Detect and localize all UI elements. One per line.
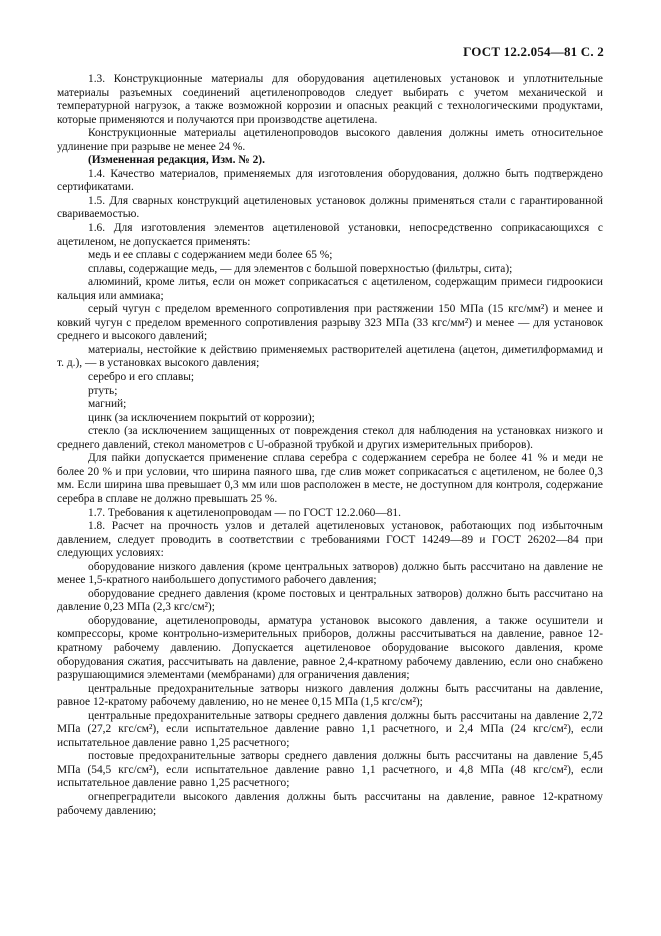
list-item: магний;: [88, 398, 127, 411]
list-item: оборудование низкого давления (кроме центральных затворов) должно быть рассчитано на давление не менее 1,5-кратного наибольшего допустимого рабочего давления;: [57, 560, 603, 587]
list-item: оборудование, ацетиленопроводы, арматура установок высокого давления, а также осушители и компрессоры, кроме контрольно-измерительных приборов, должны рассчитываться на давление, равное 12-кратному рабочему давлению. Допускается ацетиленовое оборудование высокого давления, кроме оборудования сжатия, рассчитывать на давление, равное 2,4-кратному рабочему давлению, если оно снабжено разрушающимися элементами (мембранами) для ограничения давления;: [57, 614, 603, 682]
list-item: сплавы, содержащие медь, — для элементов с большой поверхностью (фильтры, сита);: [88, 262, 513, 275]
list-item: центральные предохранительные затворы среднего давления должны быть рассчитаны на давление 2,72 МПа (27,2 кгс/см²), если испытательное давление равно 1,1 расчетного, и 2,4 МПа (24 кгс/см²), если испытательное давление равно 1,25 расчетного;: [57, 709, 603, 749]
paragraph: 1.7. Требования к ацетиленопроводам — по ГОСТ 12.2.060—81.: [88, 506, 401, 519]
paragraph: 1.3. Конструкционные материалы для оборудования ацетиленовых установок и уплотнительные материалы разъемных соединений ацетиленопроводов следует выбирать с учетом механической и температурной нагрузок, а также возможной коррозии и опасных реакций с технологическими продуктами, которые применяются и получаются при производстве ацетилена.: [57, 73, 603, 126]
list-item: цинк (за исключением покрытий от коррозии);: [88, 411, 315, 424]
list-item: оборудование среднего давления (кроме постовых и центральных затворов) должно быть рассчитано на давление 0,23 МПа (2,3 кгс/см²);: [57, 587, 603, 614]
list-item: материалы, нестойкие к действию применяемых растворителей ацетилена (ацетон, диметилформамид и т. д.), — в установках высокого давления;: [57, 343, 603, 370]
document-body: [57, 73, 603, 818]
list-item: серый чугун с пределом временного сопротивления при растяжении 150 МПа (15 кгс/мм²) и менее и ковкий чугун с пределом временного сопротивления разрыву 323 МПа (33 кгс/мм²) и менее — для установок среднего и высокого давлений;: [57, 303, 603, 343]
list-item: ртуть;: [88, 384, 118, 397]
list-item: центральные предохранительные затворы низкого давления должны быть рассчитаны на давление, равное 12-кратому рабочему давлению, но не менее 0,15 МПа (1,5 кгс/см²);: [57, 682, 603, 709]
list-item: стекло (за исключением защищенных от повреждения стекол для наблюдения на установках низкого и среднего давлений, стекол манометров с U-образной трубкой и других измерительных приборов).: [57, 425, 603, 451]
amendment-note: (Измененная редакция, Изм. № 2).: [88, 154, 265, 167]
paragraph: Конструкционные материалы ацетиленопроводов высокого давления должны иметь относительное удлинение при разрыве не менее 24 %.: [57, 127, 603, 153]
paragraph: 1.8. Расчет на прочность узлов и деталей ацетиленовых установок, работающих под избыточным давлением, следует проводить в соответствии с требованиями ГОСТ 14249—89 и ГОСТ 26202—84 при следующих условиях:: [57, 520, 603, 560]
paragraph: 1.6. Для изготовления элементов ацетиленовой установки, непосредственно соприкасающихся с ацетиленом, не допускается применять:: [57, 222, 603, 248]
list-item: медь и ее сплавы с содержанием меди более 65 %;: [88, 249, 333, 262]
list-item: алюминий, кроме литья, если он может соприкасаться с ацетиленом, содержащим примеси гидроокиси кальция или аммиака;: [57, 276, 603, 302]
list-item: огнепреградители высокого давления должны быть рассчитаны на давление, равное 12-кратному рабочему давлению;: [57, 790, 603, 817]
paragraph: Для пайки допускается применение сплава серебра с содержанием серебра не более 41 % и меди не более 20 % и при условии, что ширина паяного шва, где слив может соприкасаться с ацетиленом, не более 0,3 мм. Если ширина шва превышает 0,3 мм или шов расположен в месте, не доступном для контроля, содержание серебра в сплаве не должно превышать 25 %.: [57, 452, 603, 505]
list-item: серебро и его сплавы;: [88, 371, 195, 384]
list-item: постовые предохранительные затворы среднего давления должны быть рассчитаны на давление 5,45 МПа (54,5 кгс/см²), если испытательное давление равно 1,1 расчетного, и 4,8 МПа (48 кгс/см²), если испытательное давление равно 1,25 расчетного;: [57, 750, 603, 790]
page-header: ГОСТ 12.2.054—81 С. 2: [463, 44, 604, 59]
paragraph: 1.5. Для сварных конструкций ацетиленовых установок должны применяться стали с гарантированной свариваемостью.: [57, 194, 603, 221]
paragraph: 1.4. Качество материалов, применяемых для изготовления оборудования, должно быть подтверждено сертификатами.: [57, 167, 603, 194]
